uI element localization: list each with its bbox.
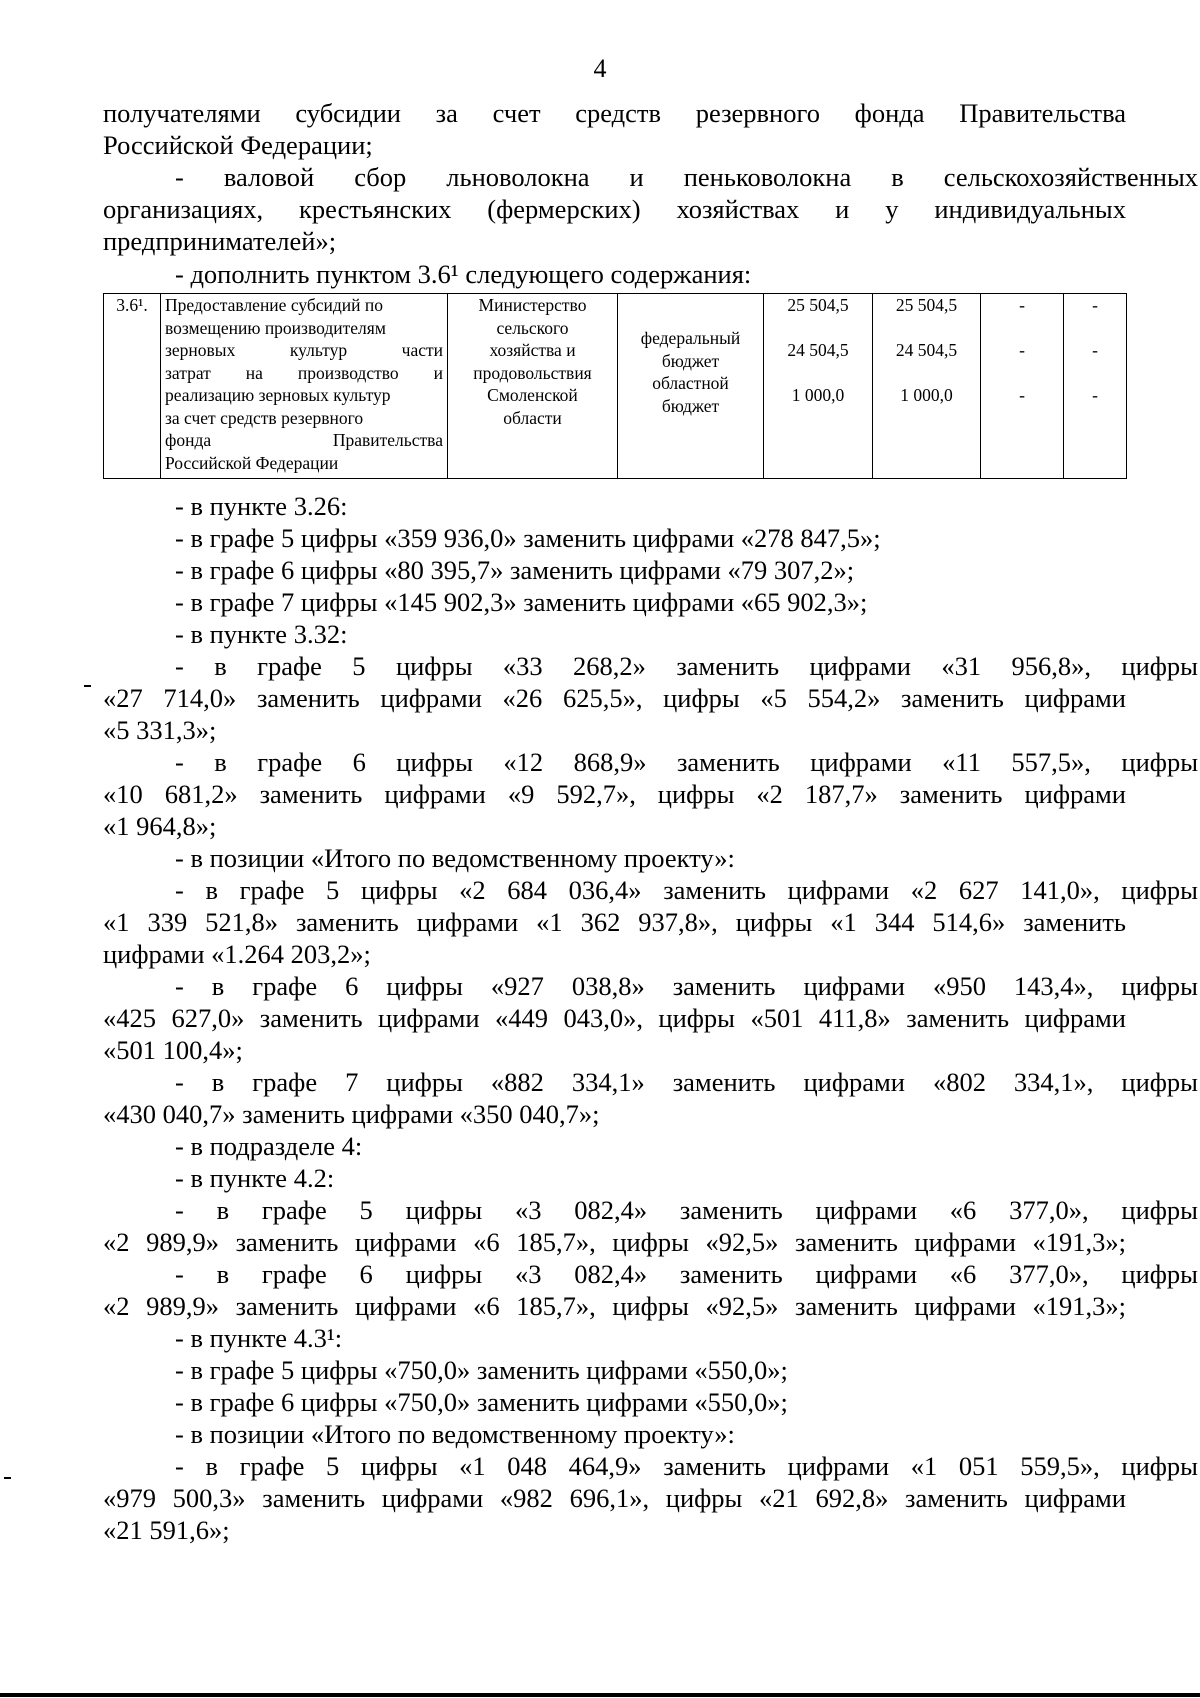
column-8-values: - - -: [1064, 294, 1127, 479]
text-line: «27 714,0» заменить цифрами «26 625,5», цифры «5 554,2» заменить цифрами: [103, 683, 1126, 713]
text-line: - в графе 5 цифры «2 684 036,4» заменить цифрами «2 627 141,0», цифры: [175, 875, 1198, 905]
text-line: - в графе 5 цифры «359 936,0» заменить цифрами «278 847,5»;: [175, 523, 881, 553]
text-line: - в подразделе 4:: [175, 1131, 363, 1161]
text-line: - в графе 6 цифры «12 868,9» заменить цифрами «11 557,5», цифры: [175, 747, 1198, 777]
text-line: - в позиции «Итого по ведомственному проекту»:: [175, 843, 735, 873]
text-line: цифрами «1.264 203,2»;: [103, 939, 371, 969]
text-line: - дополнить пунктом 3.6¹ следующего содержания:: [175, 259, 752, 289]
item-number-cell: 3.6¹.: [104, 294, 161, 479]
text-line: - в графе 5 цифры «3 082,4» заменить цифрами «6 377,0», цифры: [175, 1195, 1198, 1225]
text-line: - в пункте 3.32:: [175, 619, 348, 649]
text-line: «5 331,3»;: [103, 715, 217, 745]
text-line: - в пункте 4.2:: [175, 1163, 335, 1193]
text-line: «21 591,6»;: [103, 1515, 230, 1545]
text-line: - в графе 5 цифры «33 268,2» заменить цифрами «31 956,8», цифры: [175, 651, 1198, 681]
text-line: - в графе 7 цифры «145 902,3» заменить цифрами «65 902,3»;: [175, 587, 868, 617]
text-line: - в графе 6 цифры «750,0» заменить цифрами «550,0»;: [175, 1387, 788, 1417]
page-bottom-edge: [0, 1693, 1200, 1697]
text-line: «979 500,3» заменить цифрами «982 696,1», цифры «21 692,8» заменить цифрами: [103, 1483, 1126, 1513]
scan-mark: [4, 1477, 11, 1479]
text-line: организациях, крестьянских (фермерских) хозяйствах и у индивидуальных: [103, 194, 1126, 224]
text-line: - в графе 6 цифры «3 082,4» заменить цифрами «6 377,0», цифры: [175, 1259, 1198, 1289]
text-line: Российской Федерации;: [103, 130, 373, 160]
text-line: - в графе 6 цифры «927 038,8» заменить цифрами «950 143,4», цифры: [175, 971, 1198, 1001]
text-line: «501 100,4»;: [103, 1035, 243, 1065]
text-line: - в графе 7 цифры «882 334,1» заменить цифрами «802 334,1», цифры: [175, 1067, 1198, 1097]
text-line: - в позиции «Итого по ведомственному проекту»:: [175, 1419, 735, 1449]
scan-mark: [84, 685, 91, 687]
page-number: 4: [593, 54, 607, 83]
text-line: - в графе 6 цифры «80 395,7» заменить цифрами «79 307,2»;: [175, 555, 855, 585]
column-7-values: - - -: [981, 294, 1064, 479]
text-line: «1 964,8»;: [103, 811, 217, 841]
text-line: - валовой сбор льноволокна и пеньковолокна в сельскохозяйственных: [175, 162, 1198, 192]
responsible-ministry-cell: Министерство сельского хозяйства и продовольствия Смоленской области: [448, 294, 618, 479]
text-line: получателями субсидии за счет средств резервного фонда Правительства: [103, 98, 1126, 128]
text-line: предпринимателей»;: [103, 226, 337, 256]
text-line: «430 040,7» заменить цифрами «350 040,7»;: [103, 1099, 600, 1129]
text-line: - в пункте 3.26:: [175, 491, 348, 521]
column-5-values: 25 504,5 24 504,5 1 000,0: [764, 294, 873, 479]
item-name-cell: Предоставление субсидий по возмещению производителям зерновых культур части затрат на производство и реализацию зерновых культур за счет средств резервного фонда Правительства Российской Федерации: [161, 294, 448, 479]
text-line: «10 681,2» заменить цифрами «9 592,7», цифры «2 187,7» заменить цифрами: [103, 779, 1126, 809]
funding-source-cell: федеральный бюджет областной бюджет: [618, 294, 764, 479]
text-line: «1 339 521,8» заменить цифрами «1 362 937,8», цифры «1 344 514,6» заменить: [103, 907, 1126, 937]
text-line: - в графе 5 цифры «1 048 464,9» заменить цифрами «1 051 559,5», цифры: [175, 1451, 1198, 1481]
text-line: «2 989,9» заменить цифрами «6 185,7», цифры «92,5» заменить цифрами «191,3»;: [103, 1227, 1126, 1257]
table-row: [104, 294, 1127, 479]
text-line: «2 989,9» заменить цифрами «6 185,7», цифры «92,5» заменить цифрами «191,3»;: [103, 1291, 1126, 1321]
column-6-values: 25 504,5 24 504,5 1 000,0: [873, 294, 981, 479]
text-line: - в графе 5 цифры «750,0» заменить цифрами «550,0»;: [175, 1355, 788, 1385]
text-line: - в пункте 4.3¹:: [175, 1323, 343, 1353]
amendment-table: [103, 293, 1127, 479]
text-line: «425 627,0» заменить цифрами «449 043,0», цифры «501 411,8» заменить цифрами: [103, 1003, 1126, 1033]
